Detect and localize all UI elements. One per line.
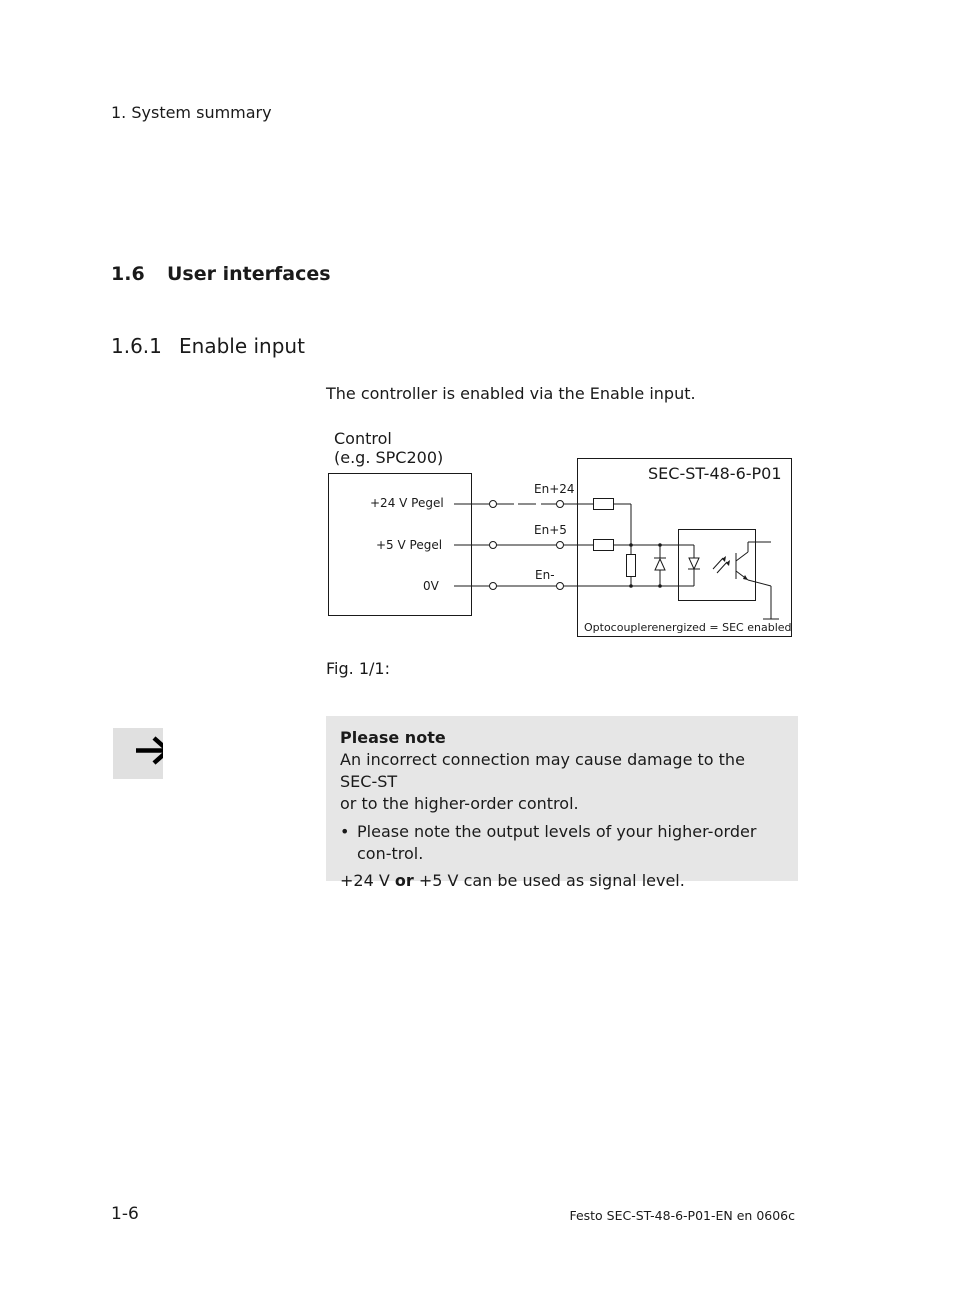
intro-text: The controller is enabled via the Enable input. xyxy=(326,384,696,403)
level-24v-label: +24 V Pegel xyxy=(370,496,444,510)
level-5v-label: +5 V Pegel xyxy=(376,538,443,552)
device-label: SEC-ST-48-6-P01 xyxy=(648,464,782,483)
running-header: 1. System summary xyxy=(111,103,272,122)
note-line-2: or to the higher-order control. xyxy=(340,794,579,813)
note-footer-bold: or xyxy=(394,871,414,890)
pin-en5-label: En+5 xyxy=(534,523,567,537)
subsection-title: Enable input xyxy=(179,334,305,358)
note-footer xyxy=(340,870,784,892)
section-number: 1.6 xyxy=(111,263,145,285)
note-footer-post: +5 V can be used as signal level. xyxy=(413,871,685,890)
control-label-line2: (e.g. SPC200) xyxy=(334,448,444,467)
doc-id: Festo SEC-ST-48-6-P01-EN en 0606c xyxy=(569,1208,795,1223)
pin-en24-label: En+24 xyxy=(534,482,575,496)
note-line-1: An incorrect connection may cause damage to the SEC-ST xyxy=(340,750,745,791)
control-label-line1: Control xyxy=(334,429,392,448)
bullet: • xyxy=(340,822,350,841)
note-box xyxy=(326,716,798,890)
page-number: 1-6 xyxy=(111,1204,139,1224)
note-list-item xyxy=(340,821,784,865)
figure-caption: Fig. 1/1: xyxy=(326,659,390,678)
device-box xyxy=(578,459,792,637)
arrow-right-icon xyxy=(113,728,163,779)
section-heading xyxy=(111,263,331,285)
optocoupler-note: Optocouplerenergized = SEC enabled xyxy=(584,621,792,634)
note-icon-box xyxy=(113,728,163,779)
pin-en-minus-label: En- xyxy=(535,568,555,582)
wiring-diagram xyxy=(326,428,796,643)
note-title: Please note xyxy=(340,728,446,747)
note-item-text: Please note the output levels of your higher-order con-trol. xyxy=(357,822,757,863)
level-0v-label: 0V xyxy=(423,579,439,593)
subsection-number: 1.6.1 xyxy=(111,334,162,358)
note-footer-pre: +24 V xyxy=(340,871,395,890)
section-title: User interfaces xyxy=(167,263,331,285)
subsection-heading xyxy=(111,334,305,358)
